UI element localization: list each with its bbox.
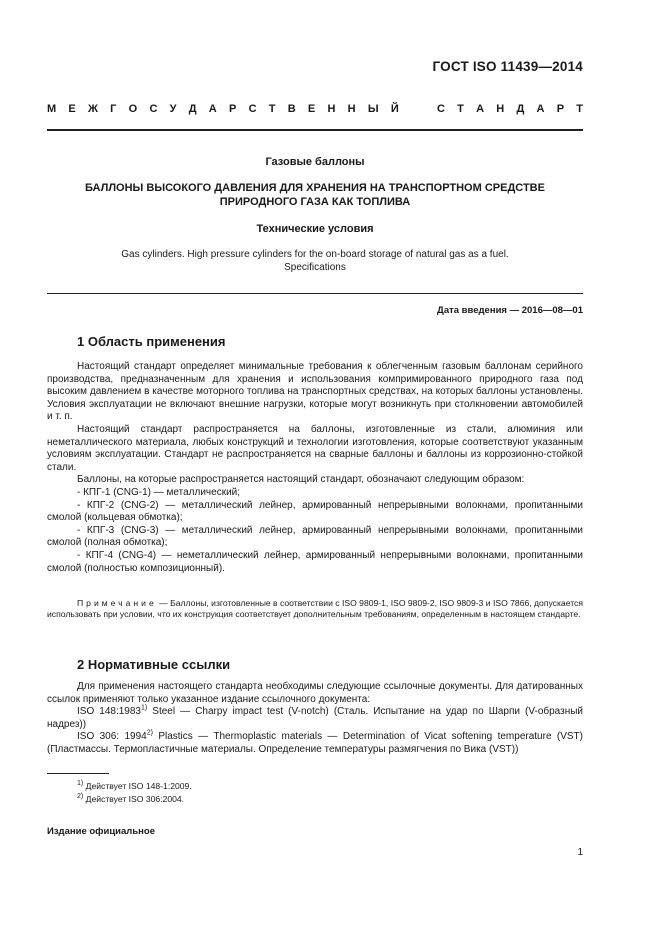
official-edition-label: Издание официальное: [47, 826, 155, 837]
spaced-word-interstate: [47, 103, 399, 115]
spaced-letter: О: [128, 103, 138, 115]
section1-paragraph1: Настоящий стандарт определяет минимальные требования к облегченным газовым баллонам серийного производства, предназначенным для хранения и использования компримированного природного газа под высоким давлением в качестве моторного топлива на транспортных средствах, на которых баллоны установлены. Условия эксплуатации не включают внешние нагрузки, которые могут возникнуть при столкновении автомобилей и т. п.: [47, 361, 583, 423]
section2-heading: 2 Нормативные ссылки: [77, 657, 231, 672]
section1-paragraph2: Настоящий стандарт распространяется на баллоны, изготовленные из стали, алюминия или неметаллического материала, любых конструкций и технологии изготовления, которые соответствуют указанным условиям эксплуатации. Стандарт не распространяется на сварные баллоны и баллоны из коррозионно-стойкой стали.: [47, 423, 583, 473]
header-rule: [47, 129, 583, 131]
spaced-letter: А: [536, 103, 545, 115]
spaced-letter: Г: [110, 103, 117, 115]
spaced-letter: С: [437, 103, 445, 115]
reference-iso148: ISO 148:1983$^{1)}$ Steel — Charpy impact test (V-notch) (Сталь. Испытание на удар по Шарпи (V-образный надрез)): [47, 704, 583, 730]
introduction-date: Дата введения — 2016—08—01: [437, 305, 583, 316]
spaced-letter: Е: [307, 103, 316, 115]
spaced-letter: Н: [496, 103, 505, 115]
spaced-letter: У: [169, 103, 177, 115]
spaced-letter: Т: [576, 103, 583, 115]
spaced-letter: Д: [516, 103, 525, 115]
section2-body: [47, 681, 583, 757]
group-title: Газовые баллоны: [265, 156, 365, 168]
spaced-letter: С: [248, 103, 257, 115]
english-title-line2: Specifications: [284, 262, 346, 273]
spaced-letter: Й: [390, 103, 399, 115]
note-label: Примечание: [77, 598, 157, 608]
spaced-letter: Т: [268, 103, 276, 115]
title-rule: [47, 293, 583, 294]
spaced-letter: Д: [188, 103, 197, 115]
spaced-letter: С: [149, 103, 158, 115]
document-code: ГОСТ ISO 11439—2014: [432, 59, 583, 74]
spaced-letter: А: [476, 103, 485, 115]
footnote-rule: [47, 773, 109, 774]
subtitle: Технические условия: [256, 223, 374, 235]
reference-iso306: ISO 306: 1994$^{2)}$ Plastics — Thermoplastic materials — Determination of Vicat softening temperature (VST) (Пластмассы. Термопластичные материалы. Определение температуры размягчения по Вика (VST)): [47, 730, 583, 755]
footnote-2: $^{2)}$ Действует ISO 306:2004.: [77, 793, 185, 804]
section1-paragraph3: Баллоны, на которые распространяется настоящий стандарт, обозначают следующим образом:: [77, 474, 525, 486]
english-title-line1: Gas cylinders. High pressure cylinders for the on-board storage of natural gas as a fuel.: [121, 249, 509, 260]
list-item: - КПГ-3 (CNG-3) — металлический лейнер, армированный непрерывными волокнами, пропитанными смолой (полная обмотка);: [47, 524, 583, 549]
spaced-word-standard: [437, 103, 583, 115]
spaced-letter: В: [287, 103, 296, 115]
note-text: — Баллоны, изготовленные в соответствии с ISO 9809-1, ISO 9809-2, ISO 9809-3 и ISO 7866, допускается использовать при условии, что их конструкция соответствует дополнительным требованиям, определенным в настоящем стандарте.: [47, 598, 583, 619]
list-item: - КПГ-1 (CNG-1) — металлический;: [77, 486, 241, 498]
spaced-letter: Ы: [367, 103, 379, 115]
english-title: [47, 248, 583, 274]
list-item: - КПГ-4 (CNG-4) — неметаллический лейнер, армированный непрерывными волокнами, пропитанными смолой (полностью композиционный).: [47, 549, 583, 574]
page-number: 1: [577, 847, 583, 858]
spaced-letter: Р: [228, 103, 237, 115]
main-title: [47, 181, 583, 209]
section1-heading: 1 Область применения: [77, 334, 226, 349]
spaced-letter: Ж: [87, 103, 98, 115]
note: [47, 598, 583, 620]
spaced-letter: Р: [556, 103, 565, 115]
spaced-letter: А: [208, 103, 217, 115]
spaced-letter: Т: [457, 103, 464, 115]
spaced-letter: Н: [347, 103, 356, 115]
section1-body: [47, 361, 583, 575]
list-item: - КПГ-2 (CNG-2) — металлический лейнер, армированный непрерывными волокнами, пропитанными смолой (кольцевая обмотка);: [47, 499, 583, 524]
section2-paragraph1: Для применения настоящего стандарта необходимы следующие ссылочные документы. Для датированных ссылок применяют только указанное издание ссылочного документа:: [47, 681, 583, 705]
spaced-letter: Е: [68, 103, 76, 115]
spaced-letter: Н: [327, 103, 336, 115]
main-title-line2: ПРИРОДНОГО ГАЗА КАК ТОПЛИВА: [219, 196, 411, 208]
footnote-1: $^{1)}$ Действует ISO 148-1:2009.: [77, 780, 192, 791]
standard-type-heading: [47, 103, 583, 115]
spaced-letter: М: [47, 103, 57, 115]
main-title-line1: БАЛЛОНЫ ВЫСОКОГО ДАВЛЕНИЯ ДЛЯ ХРАНЕНИЯ НА ТРАНСПОРТНОМ СРЕДСТВЕ: [85, 182, 545, 194]
